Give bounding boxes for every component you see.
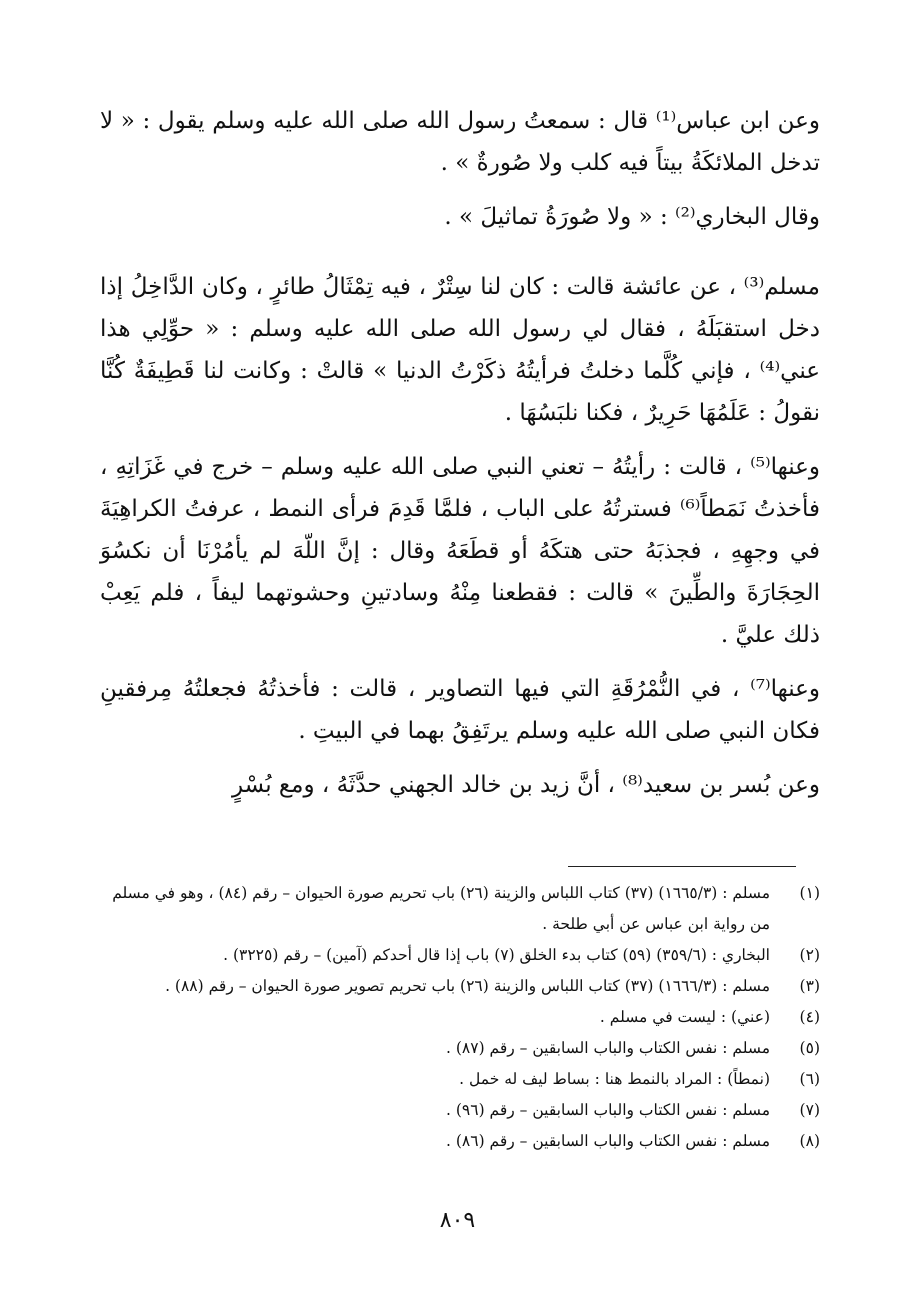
footnote-item	[100, 971, 820, 1002]
footnote-item	[100, 1002, 820, 1033]
paragraph-1: وعن ابن عباس⁽¹⁾ قال : سمعتُ رسول الله صلى الله عليه وسلم يقول : « لا تدخل الملائكَةُ بيتاً فيه كلب ولا صُورةٌ » .	[100, 108, 820, 176]
footnote-number: (٧)	[799, 1101, 820, 1119]
footnote-number: (٢)	[799, 946, 820, 964]
paragraph-5: وعنها⁽⁷⁾ ، في النُّمْرُقَةِ التي فيها التصاوير ، قالت : فأخذتُهُ فجعلتُهُ مِرفقينِ فكان النبي صلى الله عليه وسلم يرتَفِقُ بهما في البيتِ .	[100, 676, 820, 744]
footnote-text: مسلم : نفس الكتاب والباب السابقين – رقم (٨٧) .	[446, 1039, 770, 1057]
footnote-number: (١)	[799, 884, 820, 902]
footnote-text: مسلم : (١٦٦٦/٣) (٣٧) كتاب اللباس والزينة (٢٦) باب تحريم تصوير صورة الحيوان – رقم (٨٨) .	[165, 977, 770, 995]
footnote-item	[100, 1064, 820, 1095]
footnote-text: مسلم : (١٦٦٥/٣) (٣٧) كتاب اللباس والزينة (٢٦) باب تحريم صورة الحيوان – رقم (٨٤) ، وهو في مسلم من رواية ابن عباس عن أبي طلحة .	[112, 884, 770, 933]
footnote-number: (٥)	[799, 1039, 820, 1057]
footnote-text: (نمطاً) : المراد بالنمط هنا : بساط ليف له خمل .	[459, 1070, 770, 1088]
page-number: ٨٠٩	[439, 1208, 476, 1233]
footnote-number: (٦)	[799, 1070, 820, 1088]
footnote-text: (عني) : ليست في مسلم .	[599, 1008, 770, 1026]
footnote-item	[100, 1033, 820, 1064]
footnote-text: مسلم : نفس الكتاب والباب السابقين – رقم (٨٦) .	[446, 1132, 770, 1150]
paragraph-4: وعنها⁽⁵⁾ ، قالت : رأيتُهُ – تعني النبي صلى الله عليه وسلم – خرج في غَزَاتِهِ ، فأخذتُ نَمَطاً⁽⁶⁾ فسترتُهُ على الباب ، فلمَّا قَدِمَ فرأى النمط ، عرفتُ الكراهِيَةَ في وجهِهِ ، فجذبَهُ حتى هتكَهُ أو قطَعَهُ وقال : إنَّ اللّهَ لم يأمُرْنَا أن نكسُوَ الحِجَارَةَ والطِّينَ » قالت : فقطعنا مِنْهُ وسادتينِ وحشوتهما ليفاً ، فلم يَعِبْ ذلك عليَّ .	[100, 454, 821, 648]
footnote-item	[100, 940, 820, 971]
footnote-number: (٤)	[799, 1008, 820, 1026]
paragraph-3: مسلم⁽³⁾ ، عن عائشة قالت : كان لنا سِتْرٌ ، فيه تِمْثَالُ طائرٍ ، وكان الدَّاخِلُ إذا دخل استقبَلَهُ ، فقال لي رسول الله صلى الله عليه وسلم : « حوِّلِي هذا عني⁽⁴⁾ ، فإني كُلَّما دخلتُ فرأيتُهُ ذكَرْتُ الدنيا » قالتْ : وكانت لنا قَطِيفَةٌ كُنَّا نقولُ : عَلَمُهَا حَرِيرٌ ، فكنا نلبَسُهَا .	[100, 274, 820, 426]
footnote-item	[100, 1126, 820, 1157]
footnotes	[100, 878, 820, 1157]
footnote-number: (٨)	[799, 1132, 820, 1150]
paragraph-6: وعن بُسر بن سعيد⁽⁸⁾ ، أنَّ زيد بن خالد الجهني حدَّثَهُ ، ومع بُسْرٍ	[231, 772, 820, 798]
footnote-number: (٣)	[799, 977, 820, 995]
footnote-text: مسلم : نفس الكتاب والباب السابقين – رقم (٩٦) .	[446, 1101, 770, 1119]
footnote-divider	[568, 866, 796, 867]
footnote-text: البخاري : (٣٥٩/٦) (٥٩) كتاب بدء الخلق (٧) باب إذا قال أحدكم (آمين) – رقم (٣٢٢٥) .	[223, 946, 770, 964]
footnote-item	[100, 1095, 820, 1126]
paragraph-2: وقال البخاري⁽²⁾ : « ولا صُورَةُ تماثيلَ » .	[444, 204, 820, 230]
main-text	[100, 100, 820, 806]
footnote-item	[100, 878, 820, 940]
